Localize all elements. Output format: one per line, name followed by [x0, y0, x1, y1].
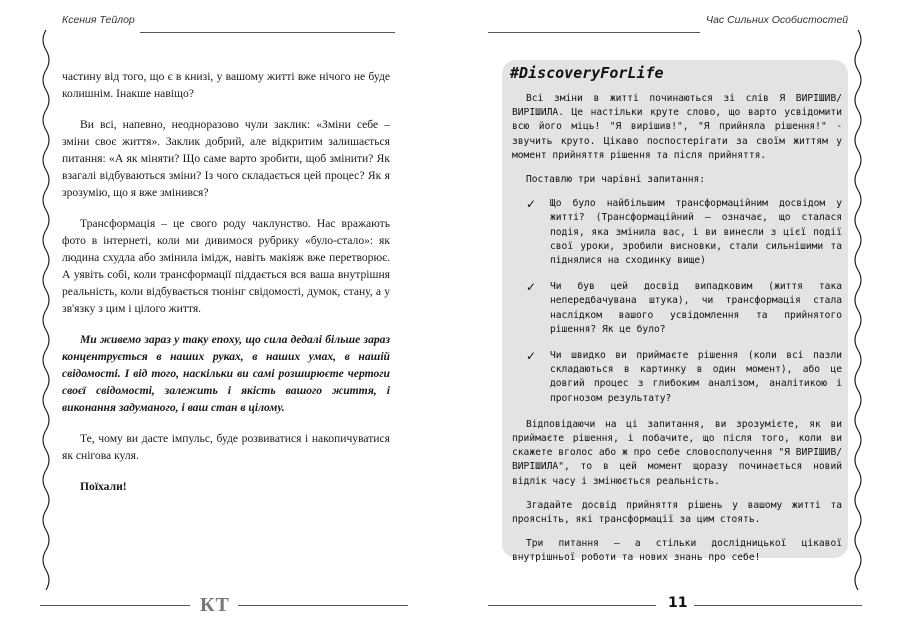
box-intro: Всі зміни в житті починаються зі слів Я ВИРІШИВ/ВИРІШИЛА. Це настільки круте слово, що варто усвідомити всю його міць! "Я вирішив!", "Я прийняла рішення!" - звучить круто. Цікаво поспостерігати за своїм життям у момент прийняття рішення та після прийняття. [512, 93, 842, 161]
right-header-rule [488, 32, 700, 33]
questions-intro: Поставлю три чарівні запитання: [526, 174, 706, 186]
paragraph-lets-go: Поїхали! [80, 480, 127, 493]
box-title: #DiscoveryForLife [510, 64, 664, 82]
question-text: Чи швидко ви приймаєте рішення (коли всі пазли складаються в картинку в один момент), або це довгий процес з глибоким аналізом, аналітикою і прогнозом результату? [550, 350, 842, 404]
left-footer-rule-right [238, 605, 408, 606]
right-wavy-border [852, 30, 864, 590]
paragraph: частину від того, що є в книзі, у вашому житті вже нічого не буде колишнім. Інакше навіщо? [62, 70, 390, 100]
paragraph-emphasis: Ми живемо зараз у таку епоху, що сила дедалі більше зараз концентрується в наших руках, в наших умах, в нашій свідомості. І від того, наскільки ви самі розширюєте чертоги своєї свідомості, залежить і якість вашого життя, і виконання задуманого, і ваш стан в цілому. [62, 333, 390, 414]
paragraph: Те, чому ви дасте імпульс, буде розвиватися і накопичуватися як снігова куля. [62, 432, 390, 462]
box-body [512, 92, 842, 576]
list-item [512, 349, 842, 406]
paragraph: Трансформація – це свого роду чаклунство. Нас вражають фото в інтернеті, коли ми дивимося рубрику «було-стало»: як людина схудла або змінила імідж, навіть макіяж вже перетворює. А уявіть собі, коли трансформації піддається вся ваша внутрішня реальність, коли відбувається тюнінг свідомості, думок, стану, а у зв'язку з цим і цілого життя. [62, 217, 390, 315]
question-list [512, 197, 842, 406]
left-body [62, 68, 390, 509]
right-footer-rule-right [694, 605, 862, 606]
right-header-title: Час Сильних Особистостей [706, 14, 849, 26]
list-item [512, 280, 842, 337]
left-wavy-border [40, 30, 52, 590]
kt-logo: КТ [200, 594, 230, 616]
box-after-1: Відповідаючи на ці запитання, ви зрозумієте, як ви приймаєте рішення, і побачите, що після того, коли ви скажете вголос або ж про себе словосполучення "Я ВИРІШИВ/ВИРІШИЛА", то в цей момент щоразу починається новий відлік часу і змінюється реальність. [512, 418, 842, 487]
check-icon: ✓ [526, 349, 537, 364]
check-icon: ✓ [526, 280, 537, 295]
box-after-2: Згадайте досвід прийняття рішень у вашому житті та проясніть, які трансформації за цим стоять. [512, 499, 842, 526]
list-item [512, 197, 842, 268]
question-text: Чи був цей досвід випадковим (життя така непередбачувана штука), чи трансформація стала наслідком вашого усвідомлення та прийнятого рішення? Як це було? [550, 281, 842, 335]
check-icon: ✓ [526, 197, 537, 212]
box-after-3: Три питання – а стільки дослідницької цікавої внутрішньої роботи та нових знань про себе! [512, 538, 842, 564]
right-footer-rule-left [488, 605, 656, 606]
paragraph: Ви всі, напевно, неодноразово чули заклик: «Зміни себе – зміни своє життя». Заклик добрий, але відкритим залишається питання: «А як міняти? Що саме варто зробити, щоб змінити? Як взагалі відбуваються зміни? Із чого складається цей процес? Як я зрозумію, що я вже змінився? [62, 118, 390, 199]
left-header-author: Ксения Тейлор [62, 14, 135, 26]
page-number: 11 [668, 595, 688, 611]
question-text: Що було найбільшим трансформаційним досвідом у житті? (Трансформаційний – означає, що сталася подія, яка змінила вас, і ви винесли з цієї події свої уроки, зробили висновки, стали сильнішими та піднялися на сходинку вище) [550, 198, 842, 267]
left-header-rule [140, 32, 395, 33]
left-footer-rule-left [40, 605, 190, 606]
